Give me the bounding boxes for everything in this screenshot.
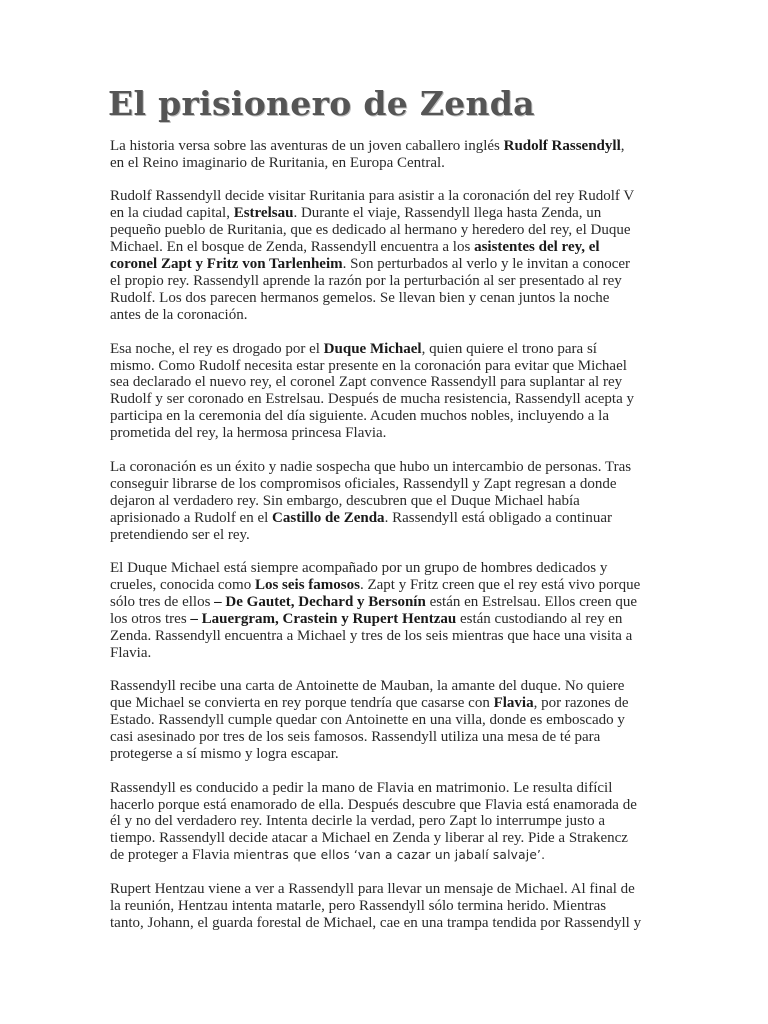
bold-text: – Lauergram, Crastein y Rupert Hentzau [190, 610, 457, 627]
text-segment: prometida del rey, la hermosa princesa Flavia. [110, 425, 387, 442]
text-line [110, 797, 660, 814]
text-line [110, 188, 660, 205]
text-segment: , [620, 138, 625, 154]
text-line [110, 425, 660, 442]
text-line [110, 898, 660, 915]
text-segment: él y no del verdadero rey. Intenta decirle la verdad, pero Zapt lo interrumpe justo a [110, 813, 606, 830]
bold-text: Los seis famosos [254, 577, 360, 593]
text-segment: , quien quiere el trono para sí [421, 340, 597, 357]
text-line [110, 222, 660, 239]
text-segment: Estado. Rassendyll cumple quedar con Antoinette en una villa, donde es emboscado y [110, 712, 625, 729]
text-segment: hacerlo porque está enamorado de ella. Después descubre que Flavia está enamorada de [110, 796, 637, 813]
bold-text: Flavia [493, 695, 534, 712]
paragraph [110, 138, 660, 172]
text-line [110, 476, 660, 493]
text-line [110, 273, 660, 290]
text-line [110, 256, 660, 273]
text-segment: Rudolf Rassendyll decide visitar Ruritania para asistir a la coronación del rey Rudolf V [110, 188, 635, 205]
text-line [110, 527, 660, 544]
text-line [110, 155, 660, 172]
text-line [110, 493, 660, 510]
text-segment: Rudolf. Los dos parecen hermanos gemelos. Se llevan bien y cenan juntos la noche [110, 290, 610, 307]
text-line [110, 628, 660, 645]
text-line [110, 577, 660, 594]
text-segment: en el Reino imaginario de Ruritania, en Europa Central. [110, 154, 445, 171]
bold-text: Estrelsau [233, 205, 294, 222]
text-line [110, 915, 660, 932]
bold-text: coronel Zapt y Fritz von Tarlenheim [110, 256, 343, 273]
text-segment: sólo tres de ellos [110, 593, 215, 610]
text-line [110, 594, 660, 611]
text-line [110, 746, 660, 763]
text-segment: el propio rey. Rassendyll aprende la razón por la perturbación al ser presentado al rey [110, 273, 622, 290]
text-segment: participa en la ceremonia del día siguiente. Acuden muchos nobles, incluyendo a la [110, 408, 609, 425]
text-segment: en la ciudad capital, [110, 205, 234, 222]
text-line [110, 830, 660, 847]
text-segment: mismo. Como Rudolf necesita estar presente en la coronación para evitar que Michael [110, 357, 627, 374]
bold-text: asistentes del rey, el [474, 239, 600, 256]
text-line [110, 611, 660, 628]
paragraph [110, 780, 660, 865]
text-segment: la reunión, Hentzau intenta matarle, pero Rassendyll sólo termina herido. Mientras [110, 897, 607, 914]
text-segment: sea declarado el nuevo rey, el coronel Zapt convence Rassendyll para suplantar al rey [110, 374, 623, 391]
paragraph [110, 560, 660, 662]
text-line [110, 712, 660, 729]
text-segment: están custodiando al rey en [456, 610, 623, 627]
text-segment: Flavia. [110, 644, 152, 661]
text-segment: aprisionado a Rudolf en el [110, 509, 273, 526]
text-segment: Rassendyll es conducido a pedir la mano de Flavia en matrimonio. Le resulta difícil [110, 779, 613, 796]
text-segment: Rupert Hentzau viene a ver a Rassendyll para llevar un mensaje de Michael. Al final de [110, 880, 635, 897]
text-line [110, 391, 660, 408]
text-line [110, 847, 660, 864]
document-title: El prisionero de Zenda [108, 84, 535, 123]
text-segment: están en Estrelsau. Ellos creen que [425, 593, 637, 610]
text-line [110, 341, 660, 358]
text-line [110, 374, 660, 391]
bold-text: Rudolf Rassendyll [503, 138, 621, 154]
text-segment: casi asesinado por tres de los seis famosos. Rassendyll utiliza una mesa de té para [110, 729, 601, 746]
text-segment: Zenda. Rassendyll encuentra a Michael y tres de los seis mientras que hace una visita a [110, 627, 633, 644]
text-line [110, 459, 660, 476]
text-segment: El Duque Michael está siempre acompañado por un grupo de hombres dedicados y [110, 560, 608, 577]
text-line [110, 239, 660, 256]
text-segment: La coronación es un éxito y nadie sospecha que hubo un intercambio de personas. Tras [110, 458, 632, 475]
text-segment: crueles, conocida como [110, 577, 255, 593]
text-segment: pretendiendo ser el rey. [110, 526, 250, 543]
text-line [110, 678, 660, 695]
text-line [110, 780, 660, 797]
text-line [110, 205, 660, 222]
text-line [110, 813, 660, 830]
text-line [110, 510, 660, 527]
text-segment: protegerse a sí mismo y logra escapar. [110, 746, 339, 763]
text-line [110, 290, 660, 307]
text-segment: dejaron al verdadero rey. Sin embargo, descubren que el Duque Michael había [110, 492, 580, 509]
text-segment: La historia versa sobre las aventuras de un joven caballero inglés [110, 138, 504, 154]
text-line [110, 695, 660, 712]
text-line [110, 138, 660, 155]
text-line [110, 307, 660, 324]
paragraph [110, 459, 660, 544]
text-segment: mientras que ellos ‘van a cazar un jabalí salvaje’. [233, 848, 546, 863]
text-line [110, 560, 660, 577]
text-segment: Esa noche, el rey es drogado por el [110, 340, 324, 357]
text-segment: que Michael se convierta en rey porque tendría que casarse con [110, 695, 494, 712]
paragraph [110, 678, 660, 763]
text-segment: . Zapt y Fritz creen que el rey está vivo porque [359, 577, 641, 593]
text-segment: . Son perturbados al verlo y le invitan a conocer [342, 256, 631, 273]
text-segment: Rassendyll recibe una carta de Antoinette de Mauban, la amante del duque. No quiere [110, 678, 625, 695]
bold-text: Castillo de Zenda [272, 509, 385, 526]
text-segment: pequeño pueblo de Ruritania, que es dedicado al hermano y heredero del rey, el Duque [110, 222, 631, 239]
text-segment: . Durante el viaje, Rassendyll llega hasta Zenda, un [293, 205, 602, 222]
text-line [110, 881, 660, 898]
bold-text: Duque Michael [323, 340, 422, 357]
paragraph [110, 188, 660, 324]
text-segment: de proteger a Flavia [110, 847, 234, 864]
text-segment: los otros tres [110, 610, 191, 627]
text-segment: antes de la coronación. [110, 307, 248, 324]
text-segment: tiempo. Rassendyll decide atacar a Michael en Zenda y liberar al rey. Pide a Strakencz [110, 830, 628, 847]
document-body [110, 138, 660, 948]
text-segment: tanto, Johann, el guarda forestal de Michael, cae en una trampa tendida por Rassendyll y [110, 914, 642, 931]
paragraph [110, 341, 660, 443]
text-segment: conseguir librarse de los compromisos oficiales, Rassendyll y Zapt regresan a donde [110, 475, 617, 492]
text-segment: , por razones de [533, 695, 629, 712]
text-line [110, 408, 660, 425]
text-segment: Rudolf y ser coronado en Estrelsau. Después de mucha resistencia, Rassendyll acepta y [110, 391, 635, 408]
text-segment: . Rassendyll está obligado a continuar [384, 509, 613, 526]
text-line [110, 358, 660, 375]
bold-text: – De Gautet, Dechard y Bersonín [214, 593, 426, 610]
paragraph [110, 881, 660, 932]
text-line [110, 645, 660, 662]
text-line [110, 729, 660, 746]
text-segment: Michael. En el bosque de Zenda, Rassendyll encuentra a los [110, 239, 475, 256]
